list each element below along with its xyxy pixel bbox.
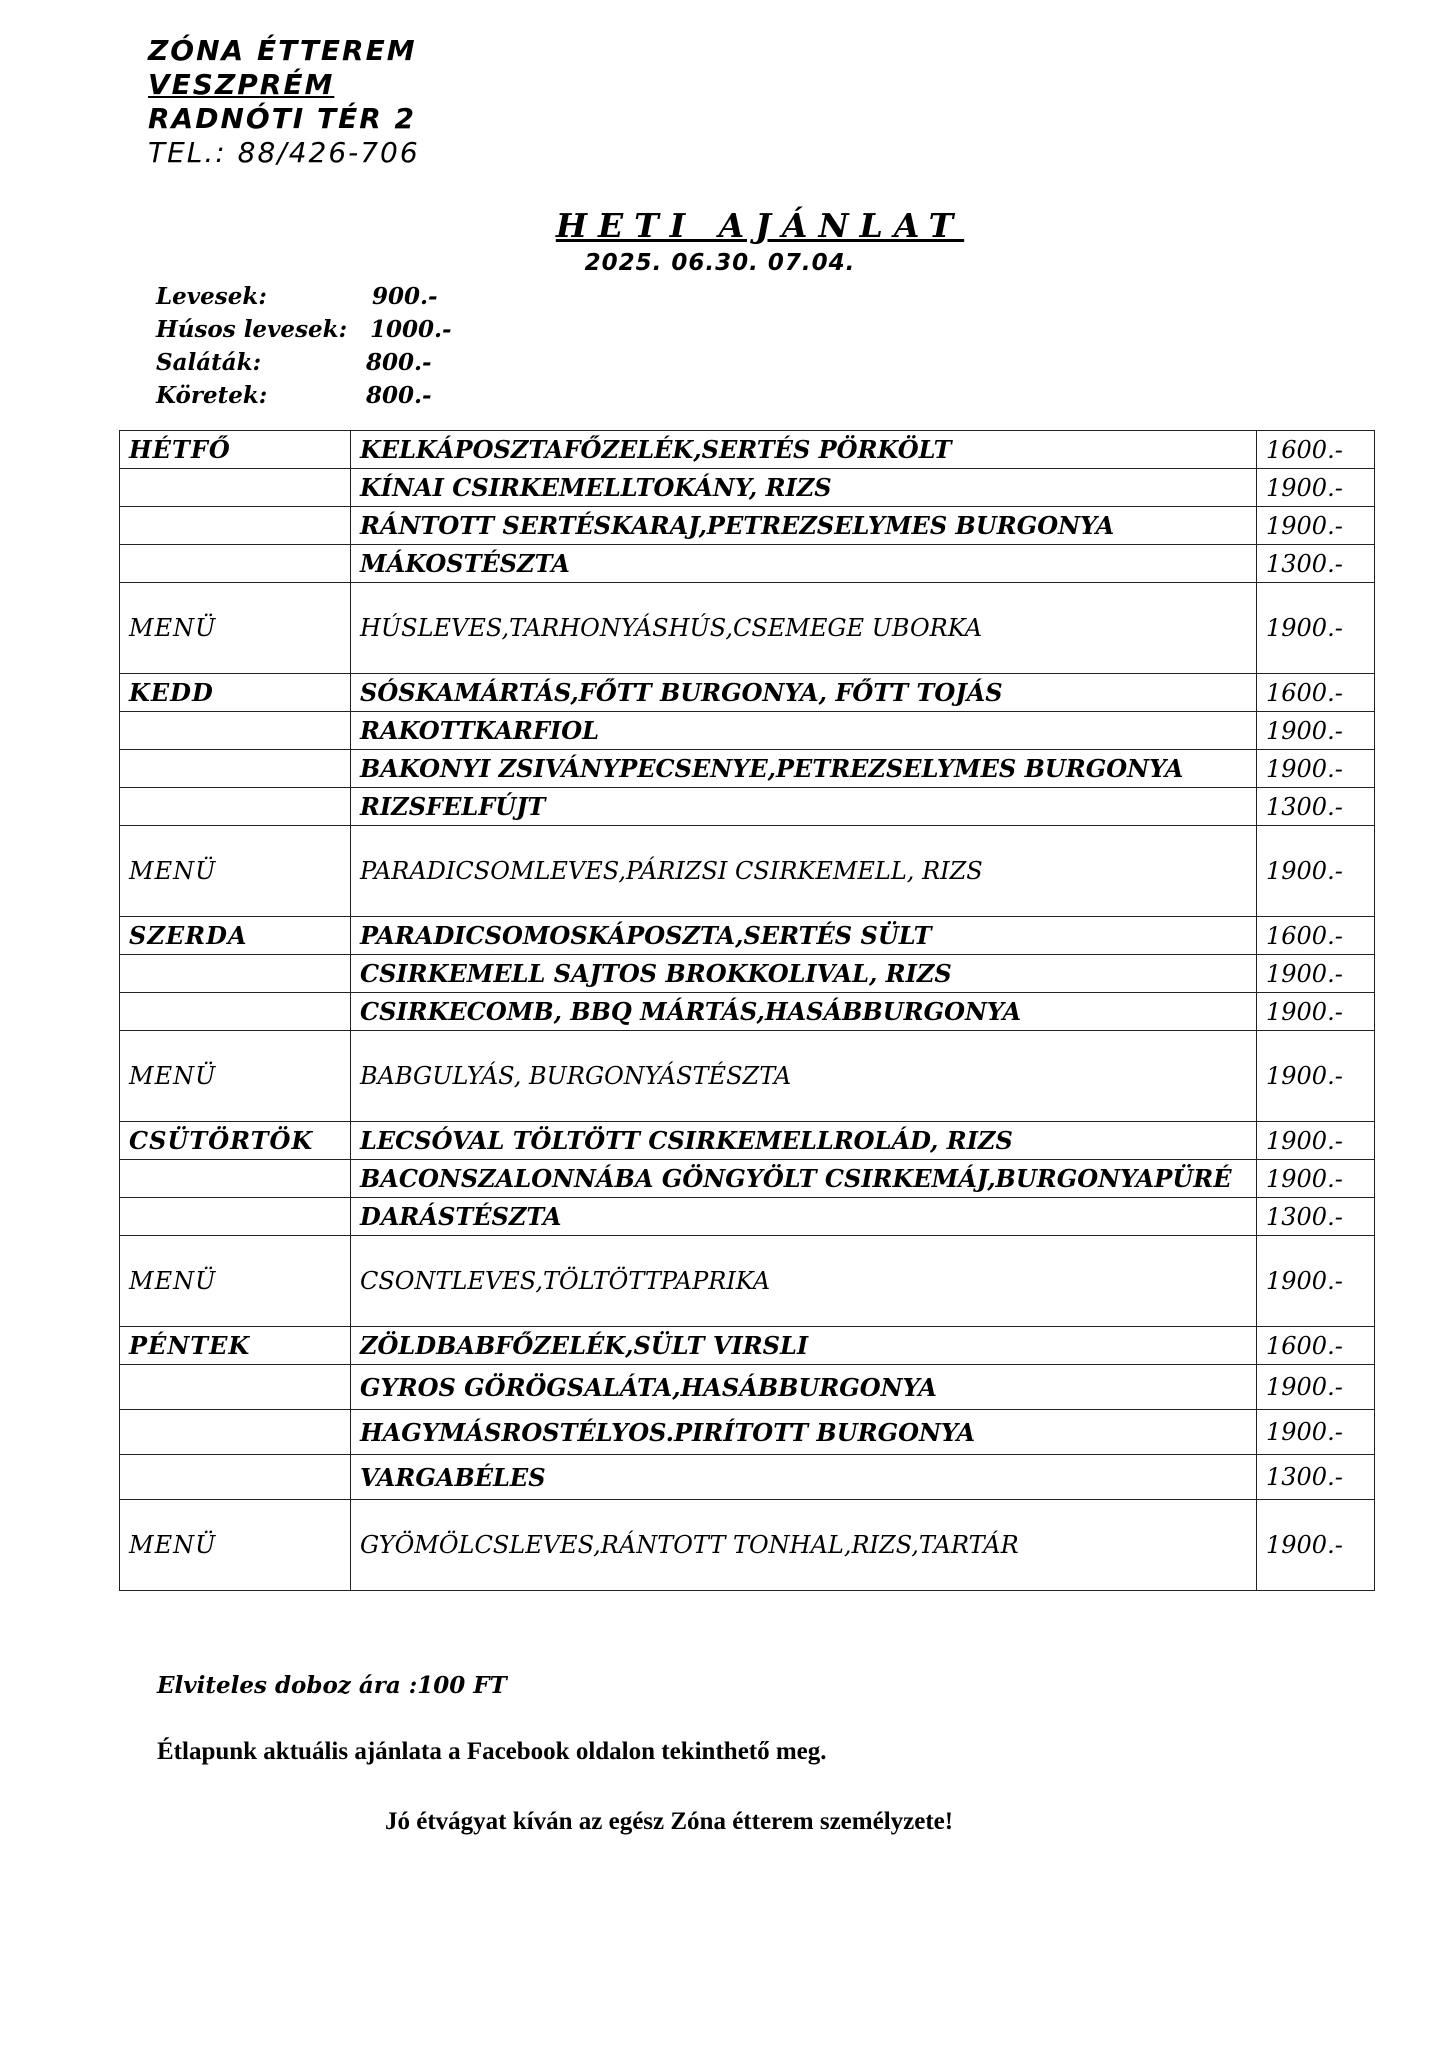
price-cell: 1600.-	[1257, 917, 1375, 955]
restaurant-header	[148, 34, 420, 170]
table-row	[120, 993, 1375, 1031]
price-value: 900.-	[372, 283, 438, 310]
dish-cell: SÓSKAMÁRTÁS,FŐTT BURGONYA, FŐTT TOJÁS	[351, 674, 1257, 712]
price-value: 800.-	[366, 382, 432, 409]
table-row	[120, 469, 1375, 507]
weekly-menu-table	[119, 430, 1375, 1591]
price-cell: 1900.-	[1257, 750, 1375, 788]
price-label: Húsos levesek:	[156, 316, 348, 343]
table-row	[120, 431, 1375, 469]
price-cell: 1300.-	[1257, 788, 1375, 826]
day-cell: MENÜ	[120, 1236, 351, 1327]
day-cell	[120, 1160, 351, 1198]
price-cell: 1300.-	[1257, 545, 1375, 583]
price-cell: 1900.-	[1257, 1365, 1375, 1410]
price-cell: 1900.-	[1257, 1160, 1375, 1198]
table-row	[120, 1327, 1375, 1365]
price-row-meat-soups	[156, 313, 452, 346]
day-cell	[120, 788, 351, 826]
table-row	[120, 545, 1375, 583]
dish-cell: RÁNTOTT SERTÉSKARAJ,PETREZSELYMES BURGONYA	[351, 507, 1257, 545]
dish-cell: KÍNAI CSIRKEMELLTOKÁNY, RIZS	[351, 469, 1257, 507]
dish-cell: BABGULYÁS, BURGONYÁSTÉSZTA	[351, 1031, 1257, 1122]
price-cell: 1900.-	[1257, 507, 1375, 545]
price-cell: 1900.-	[1257, 469, 1375, 507]
dish-cell: CSIRKEMELL SAJTOS BROKKOLIVAL, RIZS	[351, 955, 1257, 993]
dish-cell: PARADICSOMOSKÁPOSZTA,SERTÉS SÜLT	[351, 917, 1257, 955]
table-row	[120, 917, 1375, 955]
table-row	[120, 1198, 1375, 1236]
dish-cell: RAKOTTKARFIOL	[351, 712, 1257, 750]
takeaway-box-price: Elviteles doboz ára :100 FT	[157, 1672, 507, 1699]
day-cell: MENÜ	[120, 583, 351, 674]
table-row	[120, 507, 1375, 545]
table-row	[120, 788, 1375, 826]
dish-cell: ZÖLDBABFŐZELÉK,SÜLT VIRSLI	[351, 1327, 1257, 1365]
dish-cell: MÁKOSTÉSZTA	[351, 545, 1257, 583]
price-cell: 1900.-	[1257, 1236, 1375, 1327]
table-row-daily-menu	[120, 1031, 1375, 1122]
dish-cell: VARGABÉLES	[351, 1455, 1257, 1500]
dish-cell: LECSÓVAL TÖLTÖTT CSIRKEMELLROLÁD, RIZS	[351, 1122, 1257, 1160]
dish-cell: CSONTLEVES,TÖLTÖTTPAPRIKA	[351, 1236, 1257, 1327]
table-row	[120, 1365, 1375, 1410]
table-row	[120, 1410, 1375, 1455]
price-cell: 1900.-	[1257, 955, 1375, 993]
table-row	[120, 1160, 1375, 1198]
restaurant-address: RADNÓTI TÉR 2	[148, 102, 416, 135]
day-cell	[120, 712, 351, 750]
day-cell	[120, 750, 351, 788]
dish-cell: BACONSZALONNÁBA GÖNGYÖLT CSIRKEMÁJ,BURGONYAPÜRÉ	[351, 1160, 1257, 1198]
day-cell	[120, 469, 351, 507]
price-cell: 1900.-	[1257, 1031, 1375, 1122]
dish-cell: BAKONYI ZSIVÁNYPECSENYE,PETREZSELYMES BURGONYA	[351, 750, 1257, 788]
price-cell: 1300.-	[1257, 1455, 1375, 1500]
dish-cell: KELKÁPOSZTAFŐZELÉK,SERTÉS PÖRKÖLT	[351, 431, 1257, 469]
price-value: 800.-	[366, 349, 432, 376]
day-cell: KEDD	[120, 674, 351, 712]
day-cell: MENÜ	[120, 1031, 351, 1122]
price-cell: 1900.-	[1257, 993, 1375, 1031]
day-cell: MENÜ	[120, 1500, 351, 1591]
price-cell: 1300.-	[1257, 1198, 1375, 1236]
day-cell	[120, 1365, 351, 1410]
price-row-sides	[156, 379, 432, 412]
day-cell	[120, 993, 351, 1031]
price-row-salads	[156, 346, 432, 379]
table-row	[120, 1122, 1375, 1160]
table-row-daily-menu	[120, 1236, 1375, 1327]
table-row	[120, 712, 1375, 750]
table-row	[120, 1455, 1375, 1500]
table-row-daily-menu	[120, 1500, 1375, 1591]
price-label: Köretek:	[156, 382, 268, 409]
price-cell: 1900.-	[1257, 1122, 1375, 1160]
price-cell: 1600.-	[1257, 431, 1375, 469]
dish-cell: PARADICSOMLEVES,PÁRIZSI CSIRKEMELL, RIZS	[351, 826, 1257, 917]
price-cell: 1900.-	[1257, 1410, 1375, 1455]
price-row-soups	[156, 280, 438, 313]
dish-cell: HÚSLEVES,TARHONYÁSHÚS,CSEMEGE UBORKA	[351, 583, 1257, 674]
week-dates: 2025. 06.30. 07.04.	[584, 250, 856, 276]
price-value: 1000.-	[370, 316, 452, 343]
day-cell: HÉTFŐ	[120, 431, 351, 469]
facebook-note: Étlapunk aktuális ajánlata a Facebook oldalon tekinthető meg.	[157, 1738, 827, 1765]
day-cell	[120, 507, 351, 545]
price-cell: 1600.-	[1257, 674, 1375, 712]
dish-cell: DARÁSTÉSZTA	[351, 1198, 1257, 1236]
price-cell: 1900.-	[1257, 712, 1375, 750]
day-cell: CSÜTÖRTÖK	[120, 1122, 351, 1160]
dish-cell: GYROS GÖRÖGSALÁTA,HASÁBBURGONYA	[351, 1365, 1257, 1410]
day-cell: PÉNTEK	[120, 1327, 351, 1365]
closing-wish: Jó étvágyat kíván az egész Zóna étterem személyzete!	[385, 1808, 954, 1835]
price-cell: 1900.-	[1257, 583, 1375, 674]
table-row-daily-menu	[120, 583, 1375, 674]
dish-cell: RIZSFELFÚJT	[351, 788, 1257, 826]
day-cell	[120, 1410, 351, 1455]
dish-cell: GYÖMÖLCSLEVES,RÁNTOTT TONHAL,RIZS,TARTÁR	[351, 1500, 1257, 1591]
base-price-list	[156, 280, 452, 412]
table-row-daily-menu	[120, 826, 1375, 917]
table-row	[120, 750, 1375, 788]
page-title: HETI AJÁNLAT	[555, 206, 965, 245]
price-cell: 1900.-	[1257, 1500, 1375, 1591]
table-row	[120, 955, 1375, 993]
day-cell	[120, 545, 351, 583]
day-cell	[120, 955, 351, 993]
day-cell	[120, 1455, 351, 1500]
day-cell	[120, 1198, 351, 1236]
dish-cell: CSIRKECOMB, BBQ MÁRTÁS,HASÁBBURGONYA	[351, 993, 1257, 1031]
price-label: Levesek:	[156, 283, 267, 310]
table-row	[120, 674, 1375, 712]
restaurant-name: ZÓNA ÉTTEREM	[148, 34, 417, 67]
dish-cell: HAGYMÁSROSTÉLYOS.PIRÍTOTT BURGONYA	[351, 1410, 1257, 1455]
price-cell: 1600.-	[1257, 1327, 1375, 1365]
restaurant-city: VESZPRÉM	[148, 68, 335, 101]
restaurant-phone: TEL.: 88/426-706	[148, 136, 420, 169]
day-cell: SZERDA	[120, 917, 351, 955]
day-cell: MENÜ	[120, 826, 351, 917]
price-label: Saláták:	[156, 349, 262, 376]
price-cell: 1900.-	[1257, 826, 1375, 917]
